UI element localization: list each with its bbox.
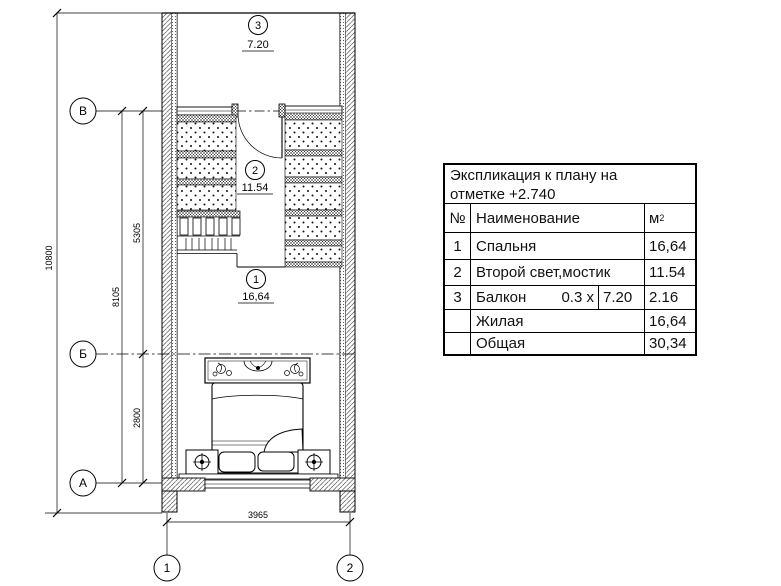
floor-step-lines xyxy=(237,254,285,268)
table-title-line2: отметке +2.740 xyxy=(450,186,556,203)
row-name: Спальня xyxy=(470,233,644,259)
axis-label-b: Б xyxy=(79,347,87,361)
row-no: 3 xyxy=(453,289,462,306)
row-name: Второй свет,мостик xyxy=(470,260,644,285)
dim-5305-label: 5305 xyxy=(132,222,142,244)
pier-left xyxy=(162,491,177,512)
row-area: 16,64 xyxy=(644,310,695,332)
row-area: 30,34 xyxy=(644,333,695,354)
dim-total-label: 10800 xyxy=(44,245,54,271)
bed xyxy=(179,358,338,479)
row-name xyxy=(470,286,644,309)
door-jamb-right xyxy=(279,104,285,117)
axis-label-2: 2 xyxy=(346,561,354,575)
row-no: 2 xyxy=(453,264,462,281)
row-no: 1 xyxy=(453,237,462,255)
room3-number: 3 xyxy=(254,20,262,32)
room-markers xyxy=(237,16,274,304)
pier-right xyxy=(340,491,355,512)
col-header-area xyxy=(644,204,695,232)
row-name-text: Балкон xyxy=(476,289,527,306)
bottom-wall xyxy=(162,478,355,512)
row-subcell: 7.20 xyxy=(598,286,644,309)
col-header-name: Наименование xyxy=(470,204,644,232)
void-panels-right xyxy=(285,113,342,267)
dimension-ticks xyxy=(53,9,354,526)
table-title-line1: Экспликация к плану на xyxy=(450,167,618,184)
specification-table xyxy=(443,163,697,356)
row-no xyxy=(445,333,470,354)
area-unit-sup: 2 xyxy=(659,212,665,223)
dim-8105-label: 8105 xyxy=(111,286,121,308)
door-swing-arc xyxy=(238,114,282,158)
area-unit: м xyxy=(649,209,660,227)
row-area: 16,64 xyxy=(644,233,695,259)
row-name: Общая xyxy=(470,333,644,354)
pillow-left xyxy=(219,452,255,472)
axis-label-a: А xyxy=(78,476,88,490)
dim-2800-label: 2800 xyxy=(132,407,142,429)
room1-area: 16,64 xyxy=(242,291,270,303)
room3-area: 7.20 xyxy=(247,39,269,51)
row-no xyxy=(445,310,470,332)
table-title xyxy=(445,165,695,204)
table-row xyxy=(445,309,695,332)
room2-number: 2 xyxy=(251,165,259,177)
room1-number: 1 xyxy=(252,274,260,286)
table-row xyxy=(445,232,695,259)
bridge-railing xyxy=(177,211,240,254)
row-name: Жилая xyxy=(470,310,644,332)
wall-left-lining xyxy=(172,13,178,510)
dim-width-label: 3965 xyxy=(247,510,269,520)
row-area: 11.54 xyxy=(644,260,695,285)
room2-area: 11.54 xyxy=(241,182,269,194)
void-panels-left xyxy=(177,115,236,210)
table-header-row xyxy=(445,204,695,232)
row-area: 2.16 xyxy=(644,286,695,309)
table-row xyxy=(445,285,695,309)
axis-label-1: 1 xyxy=(163,561,171,575)
col-header-no: № xyxy=(449,209,466,227)
table-row xyxy=(445,332,695,354)
pillow-right xyxy=(258,452,294,471)
table-row xyxy=(445,259,695,285)
row-factor: 0.3 х xyxy=(561,289,594,306)
axis-label-v: В xyxy=(78,104,88,118)
